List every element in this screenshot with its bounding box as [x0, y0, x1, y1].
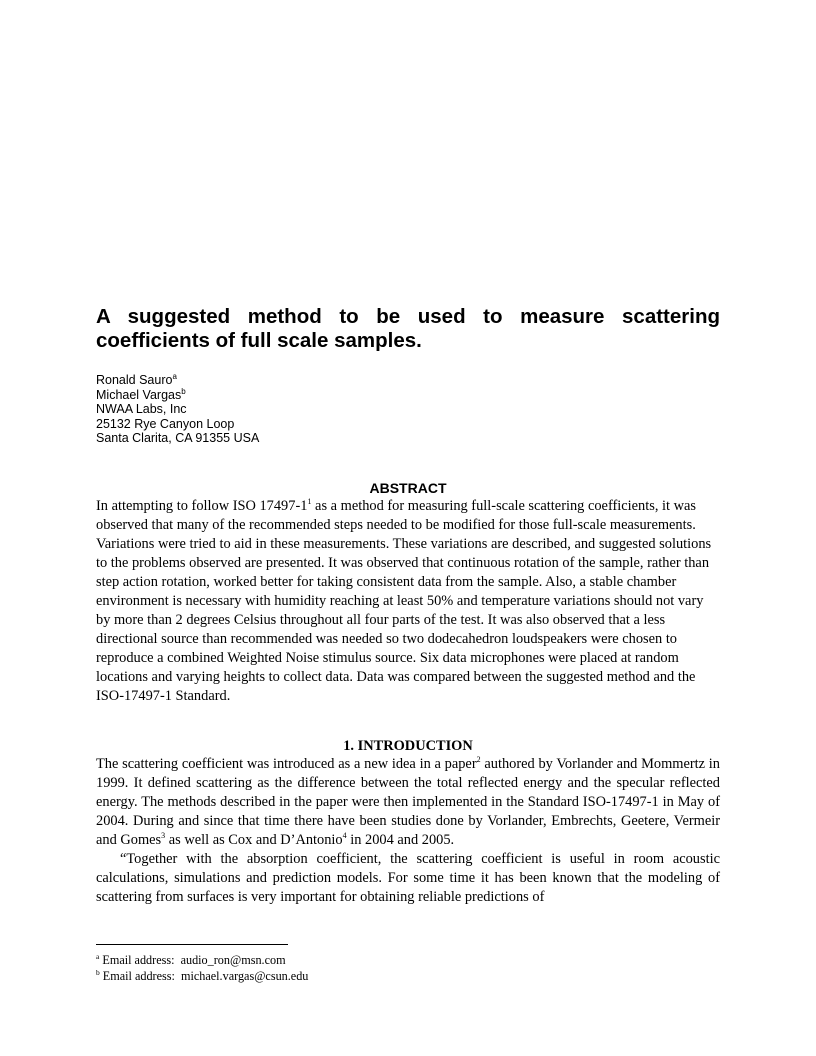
paragraph: “Together with the absorption coefficient, the scattering coefficient is useful in room acoustic calculations, simulations and prediction models. For some time it has been known that the modeling of scattering from surfaces is very important for obtaining reliable predictions of — [96, 850, 720, 905]
affiliation-city: Santa Clarita, CA 91355 USA — [96, 431, 260, 446]
footnote-item: $^a$ Email address: audio_ron@msn.com — [96, 951, 286, 967]
author-footnote-mark: b — [181, 386, 186, 396]
footnotes — [96, 952, 596, 984]
email-address: michael.vargas@csun.edu — [180, 969, 309, 983]
author-block — [96, 373, 496, 446]
footnote-item: $^b$ Email address: michael.vargas@csun.edu — [96, 967, 309, 983]
citation-mark: 1 — [307, 497, 312, 507]
abstract-text: In attempting to follow ISO $17497-1^1$ as a method for measuring full-scale scattering coefficients, it was observed that many of the recommended steps needed to be modified for those full-scale measurements. Variations were tried to aid in these measurements. These variations are described, and suggested solutions to the problems observed are presented. It was observed that continuous rotation of the sample, rather than step action rotation, worked better for taking consistent data from the sample. Also, a stable chamber environment is necessary with humidity reaching at least 50% and temperature variations should not vary by more than 2 degrees Celsius throughout all four parts of the test. It was also observed that a less directional source than recommended was needed so two dodecahedron loudspeakers were chosen to reproduce a combined Weighted Noise stimulus source. Six data microphones were placed at random locations and varying heights to collect data. Data was compared between the suggested method and the ISO-17497-1 Standard. — [96, 497, 712, 704]
footnote-divider — [96, 944, 288, 945]
affiliation-street: 25132 Rye Canyon Loop — [96, 416, 235, 431]
author-name: Michael Vargas$^b$ — [96, 386, 186, 402]
affiliation-org: NWAA Labs, Inc — [96, 402, 187, 417]
email-address: audio_ron@msn.com — [180, 953, 286, 967]
author-name: Ronald Sauro$^a$ — [96, 371, 177, 387]
author-footnote-mark: a — [172, 371, 177, 381]
citation-mark: 2 — [476, 755, 481, 765]
citation-mark: 4 — [342, 831, 347, 841]
paper-title: A suggested method to be used to measure scattering coefficients of full scale samples. — [96, 305, 720, 352]
abstract-heading: ABSTRACT — [369, 480, 447, 496]
introduction-body — [96, 755, 720, 907]
section-heading-introduction: 1. INTRODUCTION — [343, 738, 473, 754]
citation-mark: 3 — [161, 831, 166, 841]
paragraph: The scattering coefficient was introduced as a new idea in a paper$^2$ authored by Vorlander and Mommertz in 1999. It defined scattering as the difference between the total reflected energy and the specular reflected energy. The methods described in the paper were then implemented in the Standard ISO-17497-1 in May of 2004. During and since that time there have been studies done by Vorlander, Embrechts, Geetere, Vermeir and Gomes$^3$ as well as Cox and D’Antonio$^4$ in 2004 and 2005. — [96, 755, 720, 848]
